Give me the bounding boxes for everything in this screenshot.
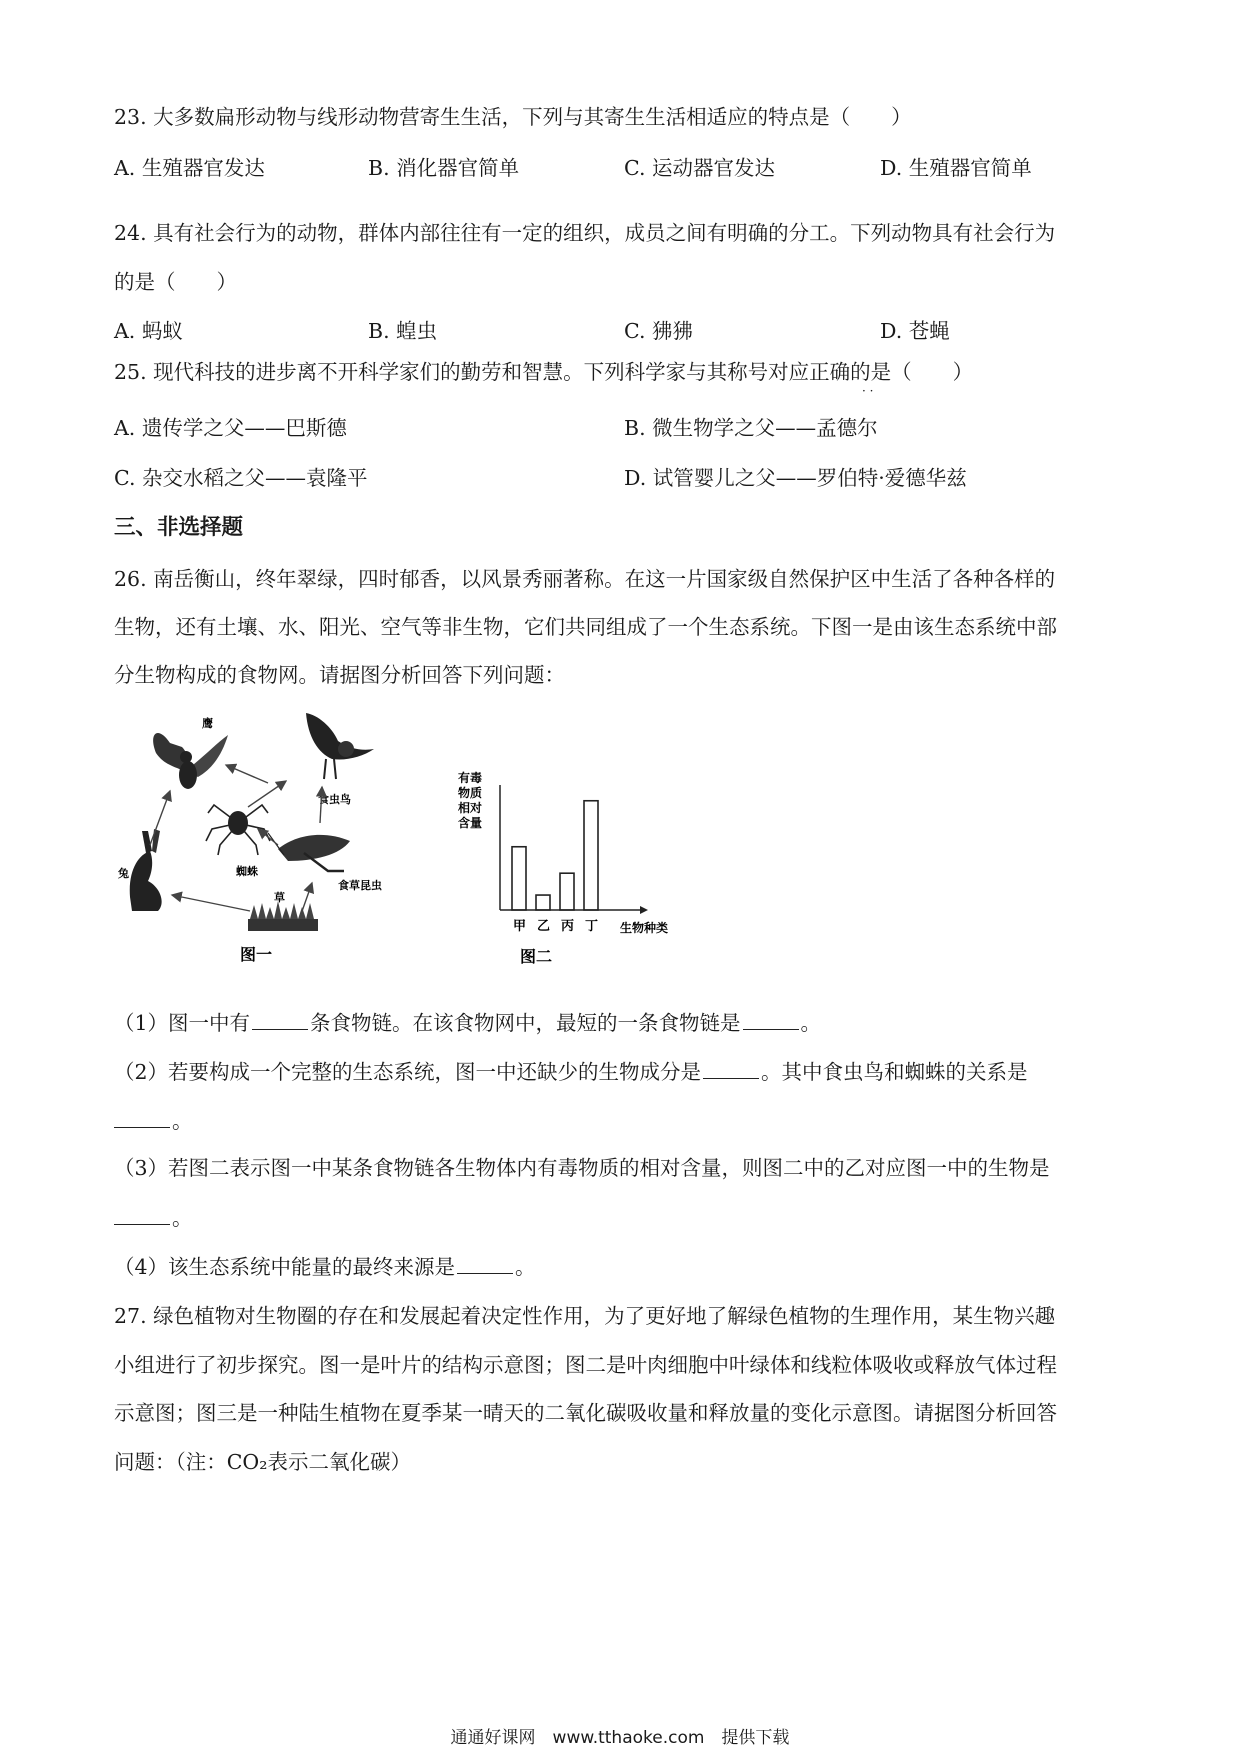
food-web-figure	[118, 705, 418, 970]
spider-icon	[206, 805, 270, 855]
q24-option-b: B. 蝗虫	[368, 319, 438, 343]
q23-option-a: A. 生殖器官发达	[114, 156, 265, 180]
q26-sub2-part-c: 。	[172, 1109, 193, 1133]
q26-sub1-part-b: 条食物链。在该食物网中，最短的一条食物链是	[310, 1011, 741, 1035]
grasshopper-icon	[268, 833, 350, 871]
tick-label-1: 乙	[537, 919, 551, 934]
answer-blank-4[interactable]	[114, 1109, 170, 1128]
bar-3	[584, 801, 598, 910]
label-eagle: 鹰	[202, 717, 213, 730]
figure2-caption: 图二	[520, 947, 553, 966]
tick-label-0: 甲	[513, 919, 527, 934]
q24-stem-line2: 的是（ ）	[114, 270, 237, 294]
ylabel-line-1: 物质	[458, 786, 483, 800]
q26-stem-line1: 26. 南岳衡山，终年翠绿，四时郁香，以风景秀丽著称。在这一片国家级自然保护区中生活了各种各样的	[114, 567, 1056, 591]
q24-option-c: C. 狒狒	[624, 319, 693, 343]
toxin-bar-chart	[458, 770, 688, 970]
eagle-icon	[153, 733, 228, 789]
answer-blank-1[interactable]	[252, 1011, 308, 1030]
bird-icon	[306, 713, 374, 779]
q23-option-c: C. 运动器官发达	[624, 156, 775, 180]
answer-blank-5[interactable]	[114, 1206, 170, 1225]
q26-sub3-part-c: 。	[172, 1206, 193, 1230]
chart-ylabel	[458, 770, 482, 830]
bar-2	[560, 873, 574, 910]
bar-1	[536, 895, 550, 910]
q25-option-d: D. 试管婴儿之父——罗伯特·爱德华兹	[624, 466, 967, 490]
q26-sub4-part-a: （4）该生态系统中能量的最终来源是	[114, 1255, 456, 1279]
q25-option-b: B. 微生物学之父——孟德尔	[624, 416, 878, 440]
q24-option-d: D. 苍蝇	[880, 319, 950, 343]
q26-sub2	[114, 1060, 1028, 1083]
q26-sub2-part-b: 。其中食虫鸟和蜘蛛的关系是	[761, 1060, 1028, 1084]
q27-line1: 27. 绿色植物对生物圈的存在和发展起着决定性作用，为了更好地了解绿色植物的生理作用，某生物兴趣	[114, 1304, 1056, 1328]
label-bird: 食虫鸟	[318, 793, 351, 806]
q26-sub4	[114, 1255, 536, 1278]
q25-option-c: C. 杂交水稻之父——袁隆平	[114, 466, 368, 490]
q26-sub1-part-a: （1）图一中有	[114, 1011, 251, 1035]
q23-stem: 23. 大多数扁形动物与线形动物营寄生生活，下列与其寄生生活相适应的特点是（ ）	[114, 105, 912, 129]
q27-line2: 小组进行了初步探究。图一是叶片的结构示意图；图二是叶肉细胞中叶绿体和线粒体吸收或释放气体过程	[114, 1353, 1057, 1377]
q25-option-a: A. 遗传学之父——巴斯德	[114, 416, 347, 440]
label-spider: 蜘蛛	[236, 865, 258, 878]
tick-label-2: 丙	[561, 919, 575, 934]
section-heading: 三、非选择题	[114, 515, 244, 540]
ylabel-line-2: 相对	[458, 801, 483, 815]
ylabel-line-3: 含量	[458, 816, 483, 830]
ylabel-line-0: 有毒	[458, 771, 483, 785]
q26-sub4-part-c: 。	[515, 1255, 536, 1279]
q26-stem-line2: 生物，还有土壤、水、阳光、空气等非生物，它们共同组成了一个生态系统。下图一是由该生态系统中部	[114, 615, 1057, 639]
figure1-caption: 图一	[240, 945, 273, 964]
grass-icon	[248, 901, 318, 931]
tick-label-3: 丁	[585, 919, 599, 934]
answer-blank-2[interactable]	[743, 1011, 799, 1030]
q26-sub3-part-a: （3）若图二表示图一中某条食物链各生物体内有毒物质的相对含量，则图二中的乙对应图一中的生物是	[114, 1156, 1050, 1180]
label-insect: 食草昆虫	[338, 879, 382, 892]
q26-sub2-part-a: （2）若要构成一个完整的生态系统，图一中还缺少的生物成分是	[114, 1060, 702, 1084]
q26-sub1	[114, 1011, 821, 1034]
rabbit-icon	[130, 829, 162, 911]
answer-blank-3[interactable]	[703, 1060, 759, 1079]
q26-sub2-cont	[114, 1109, 193, 1132]
label-rabbit: 兔	[118, 867, 129, 880]
q24-stem-line1: 24. 具有社会行为的动物，群体内部往往有一定的组织，成员之间有明确的分工。下列动物具有社会行为	[114, 221, 1056, 245]
q26-stem-line3: 分生物构成的食物网。请据图分析回答下列问题：	[114, 663, 565, 687]
q25-stem: 25. 现代科技的进步离不开科学家们的勤劳和智慧。下列科学家与其称号对应正确的是（ ）	[114, 360, 974, 384]
q25-emphasis-dots: · ·	[862, 384, 874, 398]
label-grass: 草	[274, 891, 285, 904]
q23-option-b: B. 消化器官简单	[368, 156, 520, 180]
q26-sub3	[114, 1158, 1050, 1179]
q27-line4: 问题：（注：CO₂表示二氧化碳）	[114, 1450, 411, 1474]
answer-blank-6[interactable]	[457, 1255, 513, 1274]
chart-x-arrow	[640, 906, 648, 914]
chart-xlabel: 生物种类	[620, 921, 669, 935]
q26-sub1-part-c: 。	[800, 1011, 822, 1035]
q26-sub3-cont	[114, 1206, 193, 1229]
bar-0	[512, 847, 526, 910]
q23-option-d: D. 生殖器官简单	[880, 156, 1032, 180]
q24-option-a: A. 蚂蚁	[114, 319, 183, 343]
q27-line3: 示意图；图三是一种陆生植物在夏季某一晴天的二氧化碳吸收量和释放量的变化示意图。请据图分析回答	[114, 1401, 1057, 1425]
page-footer: 通通好课网 www.tthaoke.com 提供下载	[450, 1728, 790, 1748]
